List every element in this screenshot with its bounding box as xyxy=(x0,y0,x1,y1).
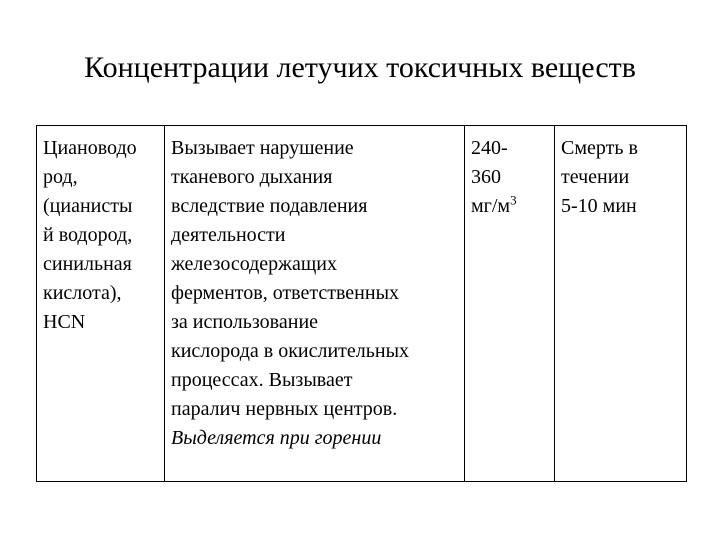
page-title: Концентрации летучих токсичных веществ xyxy=(84,51,636,84)
substance-line: HCN xyxy=(43,311,86,333)
effect-line: деятельности xyxy=(171,224,286,246)
effect-line: железосодержащих xyxy=(171,253,337,275)
effect-line: вследствие подавления xyxy=(171,195,368,217)
effect-cell xyxy=(165,126,465,482)
effect-line: тканевого дыхания xyxy=(171,166,333,188)
substance-line: род, xyxy=(43,166,78,188)
substance-line: й водород, xyxy=(43,224,133,246)
substance-cell xyxy=(37,126,165,482)
substance-line: синильная xyxy=(43,253,132,275)
effect-line: ферментов, ответственных xyxy=(171,282,400,304)
effect-line: за использование xyxy=(171,311,319,333)
effect-italic-line: Выделяется при горении xyxy=(171,427,382,449)
toxic-substances-table xyxy=(36,125,687,482)
outcome-line: 5-10 мин xyxy=(561,195,637,217)
substance-line: кислота), xyxy=(43,282,122,304)
concentration-line: 360 xyxy=(471,166,501,188)
table-row xyxy=(37,126,687,482)
outcome-line: течении xyxy=(561,166,630,188)
effect-line: Вызывает нарушение xyxy=(171,137,354,159)
concentration-unit xyxy=(471,192,554,221)
concentration-unit-base: мг/м xyxy=(471,195,511,217)
effect-line: кислорода в окислительных xyxy=(171,340,410,362)
outcome-line: Смерть в xyxy=(561,137,638,159)
concentration-cell xyxy=(465,126,555,482)
effect-line: процессах. Вызывает xyxy=(171,369,353,391)
outcome-cell xyxy=(555,126,687,482)
effect-line: паралич нервных центров. xyxy=(171,398,398,420)
substance-line: (цианисты xyxy=(43,195,133,217)
concentration-line: 240- xyxy=(471,137,508,159)
concentration-unit-exponent: 3 xyxy=(510,192,517,208)
substance-line: Циановодо xyxy=(43,137,137,159)
